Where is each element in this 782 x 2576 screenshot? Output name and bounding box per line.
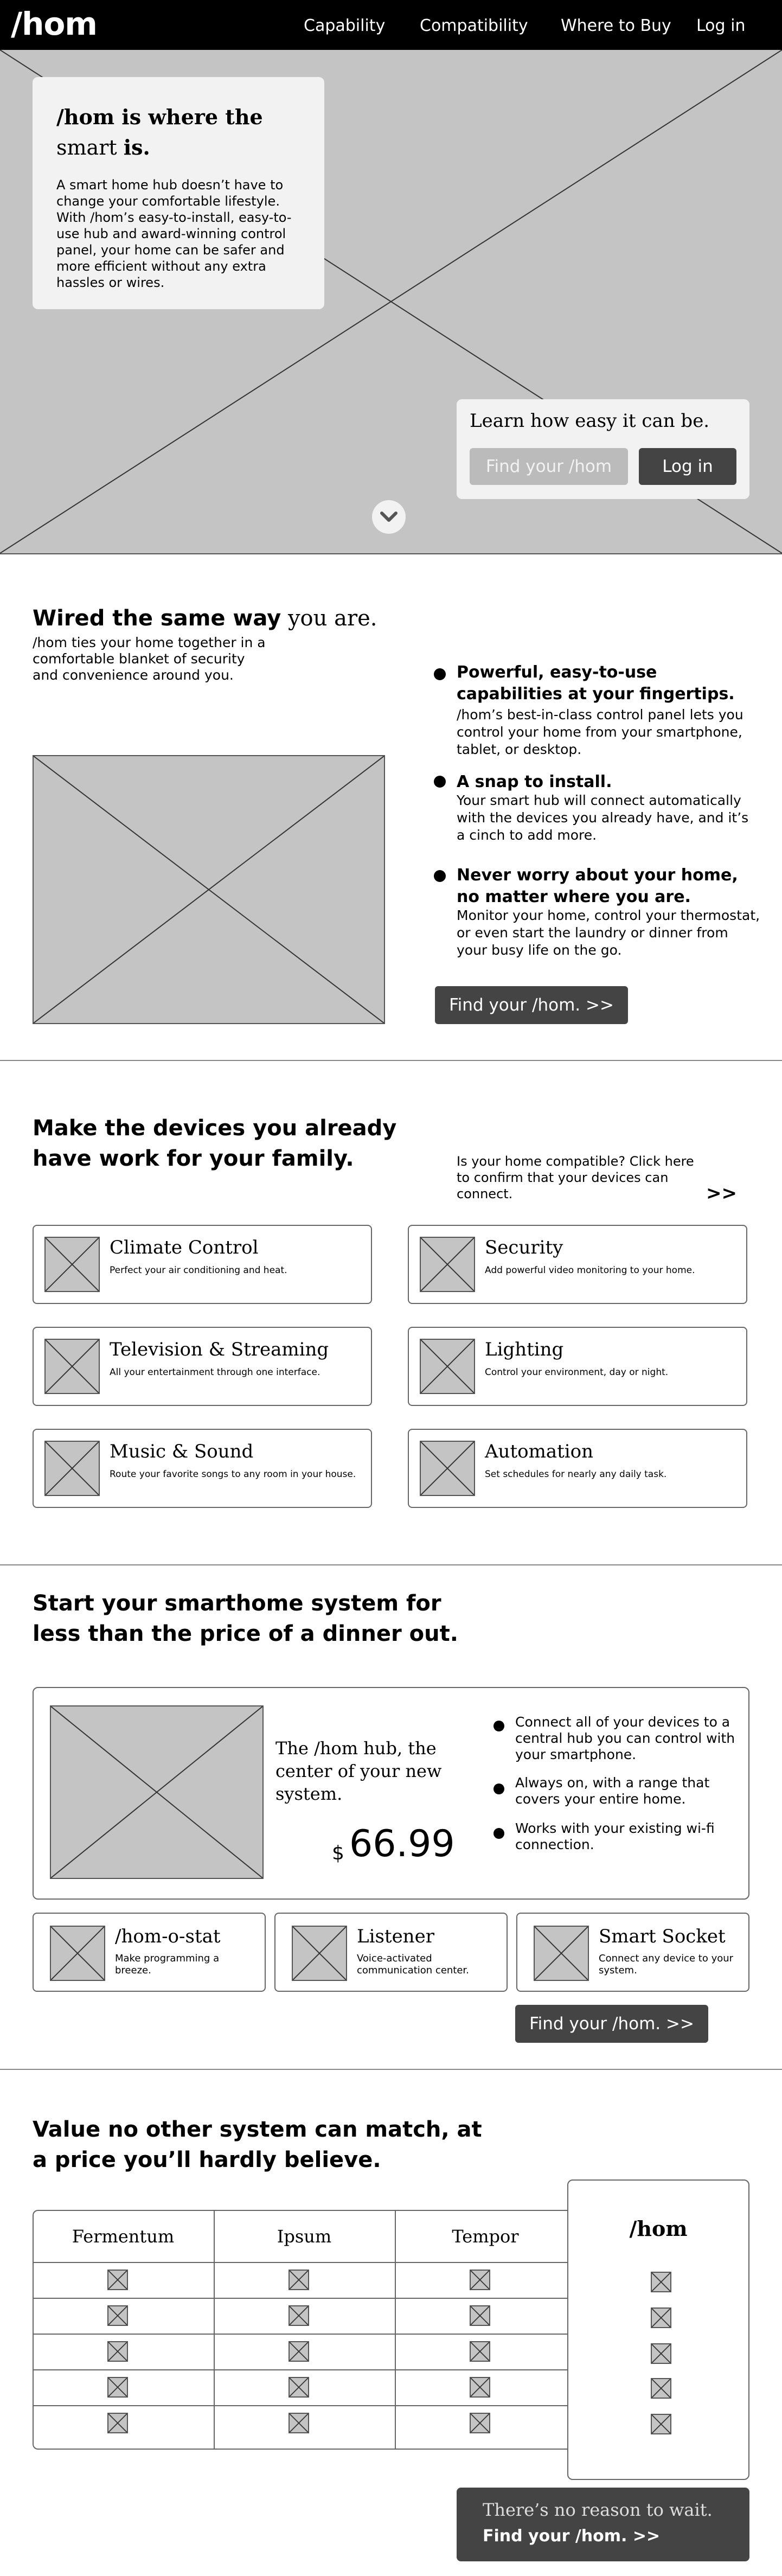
hero-title-part-1: /hom is where the bbox=[56, 105, 263, 129]
check-placeholder-icon bbox=[470, 2413, 490, 2433]
device-title: Lighting bbox=[485, 1339, 564, 1360]
wired-title-normal: you are. bbox=[287, 606, 377, 631]
product-title: /hom-o-stat bbox=[115, 1926, 221, 1947]
arrow-right-icon[interactable]: >> bbox=[706, 1182, 737, 1204]
bullet-icon bbox=[493, 1784, 504, 1794]
check-placeholder-icon bbox=[470, 2270, 490, 2290]
find-your-hom-button[interactable]: Find your /hom bbox=[470, 448, 628, 485]
learn-text: Learn how easy it can be. bbox=[470, 410, 710, 432]
section-divider bbox=[0, 2069, 782, 2070]
check-placeholder-icon bbox=[651, 2307, 671, 2328]
device-card-television[interactable] bbox=[33, 1327, 372, 1406]
lighting-icon bbox=[420, 1339, 475, 1394]
check-placeholder-icon bbox=[470, 2305, 490, 2326]
device-title: Climate Control bbox=[110, 1237, 259, 1258]
row-divider bbox=[33, 2334, 571, 2335]
find-your-hom-button[interactable]: Find your /hom. >> bbox=[435, 986, 628, 1024]
hero-title-part-2: smart bbox=[56, 136, 117, 159]
hub-price: 66.99 bbox=[349, 1823, 455, 1865]
product-card-smart-socket[interactable] bbox=[516, 1913, 749, 1992]
row-divider bbox=[33, 2298, 571, 2299]
climate-icon bbox=[44, 1237, 100, 1292]
device-text: Perfect your air conditioning and heat. bbox=[110, 1265, 287, 1276]
device-card-climate[interactable] bbox=[33, 1225, 372, 1304]
check-placeholder-icon bbox=[107, 2270, 128, 2290]
feature-text: /hom’s best-in-class control panel lets you control your home from your smartphone, tablet, or desktop. bbox=[457, 707, 743, 757]
device-text: Route your favorite songs to any room in your house. bbox=[110, 1469, 356, 1480]
check-placeholder-icon bbox=[470, 2341, 490, 2362]
compatibility-link[interactable]: Is your home compatible? Click here to confirm that your devices can connect. bbox=[457, 1154, 694, 1201]
nav-link-where-to-buy[interactable]: Where to Buy bbox=[561, 16, 671, 35]
nav-link-compatibility[interactable]: Compatibility bbox=[420, 16, 528, 35]
device-title: Music & Sound bbox=[110, 1441, 254, 1462]
device-card-security[interactable] bbox=[408, 1225, 747, 1304]
check-placeholder-icon bbox=[289, 2270, 309, 2290]
pricing-title: Start your smarthome system for less than the price of a dinner out. bbox=[33, 1591, 458, 1646]
check-placeholder-icon bbox=[651, 2378, 671, 2399]
listener-icon bbox=[292, 1926, 347, 1981]
check-placeholder-icon bbox=[289, 2413, 309, 2433]
check-placeholder-icon bbox=[107, 2305, 128, 2326]
wired-title bbox=[33, 603, 377, 634]
device-card-automation[interactable] bbox=[408, 1429, 747, 1508]
feature-title: Powerful, easy-to-use capabilities at your fingertips. bbox=[457, 663, 735, 704]
wired-image-placeholder bbox=[33, 755, 385, 1024]
column-header: Fermentum bbox=[72, 2226, 175, 2247]
check-placeholder-icon bbox=[107, 2377, 128, 2398]
compare-title: Value no other system can match, at a price you’ll hardly believe. bbox=[33, 2117, 482, 2172]
music-icon bbox=[44, 1441, 100, 1496]
hub-bullet-text: Always on, with a range that covers your entire home. bbox=[515, 1775, 710, 1807]
hub-bullet-text: Works with your existing wi-fi connection. bbox=[515, 1820, 715, 1852]
product-title: Listener bbox=[357, 1926, 434, 1947]
bullet-icon bbox=[493, 1721, 504, 1731]
feature-text: Your smart hub will connect automatically with the devices you already have, and it’s a cinch to add more. bbox=[457, 792, 749, 843]
hub-image-placeholder bbox=[50, 1705, 264, 1879]
row-divider bbox=[33, 2369, 571, 2370]
hom-column-title: /hom bbox=[629, 2216, 688, 2241]
security-icon bbox=[420, 1237, 475, 1292]
check-placeholder-icon bbox=[651, 2343, 671, 2364]
feature-text: Monitor your home, control your thermostat, or even start the laundry or dinner from your busy life on the go. bbox=[457, 907, 760, 958]
hero-text: A smart home hub doesn’t have to change your comfortable lifestyle. With /hom’s easy-to-install, easy-to-use hub and award-winning control panel, your home can be safer and more efficient without any extra hassles or wires. bbox=[56, 177, 292, 290]
wired-title-bold: Wired the same way bbox=[33, 606, 281, 631]
check-placeholder-icon bbox=[470, 2377, 490, 2398]
device-text: Set schedules for nearly any daily task. bbox=[485, 1469, 667, 1480]
device-text: All your entertainment through one interface. bbox=[110, 1367, 321, 1378]
product-text: Voice-activated communication center. bbox=[357, 1953, 469, 1976]
check-placeholder-icon bbox=[289, 2305, 309, 2326]
thermostat-icon bbox=[50, 1926, 105, 1981]
bullet-icon bbox=[434, 870, 446, 882]
television-icon bbox=[44, 1339, 100, 1394]
hero-card bbox=[33, 77, 324, 309]
cta-line-2: Find your /hom. >> bbox=[483, 2527, 661, 2546]
hom-column-card bbox=[567, 2179, 749, 2480]
hub-bullet-text: Connect all of your devices to a central hub you can control with your smartphone. bbox=[515, 1714, 735, 1762]
device-title: Television & Streaming bbox=[110, 1339, 329, 1360]
currency-symbol: $ bbox=[332, 1842, 344, 1864]
section-divider bbox=[0, 1564, 782, 1565]
top-nav bbox=[0, 0, 782, 50]
scroll-down-button[interactable] bbox=[372, 500, 406, 534]
check-placeholder-icon bbox=[107, 2341, 128, 2362]
device-title: Automation bbox=[485, 1441, 593, 1462]
automation-icon bbox=[420, 1441, 475, 1496]
column-header: Tempor bbox=[452, 2226, 519, 2247]
find-your-hom-button[interactable]: Find your /hom. >> bbox=[515, 2005, 708, 2043]
section-divider bbox=[0, 1060, 782, 1061]
feature-title: Never worry about your home, no matter where you are. bbox=[457, 866, 738, 906]
row-divider bbox=[33, 2262, 571, 2263]
cta-line-1: There’s no reason to wait. bbox=[483, 2500, 713, 2520]
logo[interactable]: /hom bbox=[11, 5, 97, 42]
device-card-lighting[interactable] bbox=[408, 1327, 747, 1406]
bullet-icon bbox=[434, 668, 446, 680]
row-divider bbox=[33, 2405, 571, 2406]
hero-title bbox=[56, 102, 300, 163]
column-header: Ipsum bbox=[277, 2226, 332, 2247]
login-button[interactable]: Log in bbox=[639, 448, 736, 485]
product-card-hom-o-stat[interactable] bbox=[33, 1913, 266, 1992]
bullet-icon bbox=[493, 1828, 504, 1839]
wired-subtitle: /hom ties your home together in a comfortable blanket of security and convenience around you. bbox=[33, 635, 266, 683]
nav-link-capability[interactable]: Capability bbox=[304, 16, 386, 35]
nav-link-login[interactable]: Log in bbox=[696, 16, 746, 35]
product-text: Make programming a breeze. bbox=[115, 1953, 220, 1976]
check-placeholder-icon bbox=[289, 2377, 309, 2398]
chevron-down-icon bbox=[372, 500, 406, 534]
check-placeholder-icon bbox=[289, 2341, 309, 2362]
device-text: Add powerful video monitoring to your home. bbox=[485, 1265, 695, 1276]
feature-title: A snap to install. bbox=[457, 772, 612, 791]
learn-card bbox=[457, 399, 749, 499]
product-text: Connect any device to your system. bbox=[599, 1953, 734, 1976]
hub-description: The /hom hub, the center of your new system. bbox=[275, 1738, 442, 1804]
device-card-music[interactable] bbox=[33, 1429, 372, 1508]
check-placeholder-icon bbox=[651, 2414, 671, 2434]
bullet-icon bbox=[434, 776, 446, 788]
product-title: Smart Socket bbox=[599, 1926, 726, 1947]
hero-title-part-3: is. bbox=[123, 135, 150, 159]
product-card-listener[interactable] bbox=[274, 1913, 508, 1992]
check-placeholder-icon bbox=[107, 2413, 128, 2433]
device-title: Security bbox=[485, 1237, 563, 1258]
socket-icon bbox=[534, 1926, 589, 1981]
final-cta-button[interactable] bbox=[457, 2488, 749, 2561]
device-text: Control your environment, day or night. bbox=[485, 1367, 669, 1378]
devices-title: Make the devices you already have work for your family. bbox=[33, 1116, 397, 1171]
check-placeholder-icon bbox=[651, 2272, 671, 2292]
